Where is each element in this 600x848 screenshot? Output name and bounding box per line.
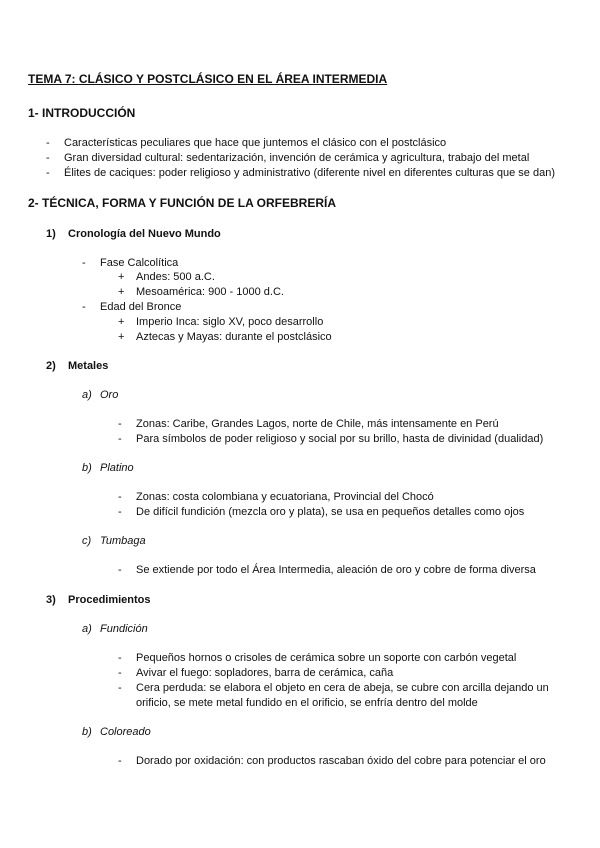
- metal-tumbaga-heading: c) Tumbaga: [82, 535, 146, 547]
- list-item: - Fase Calcolítica: [82, 257, 179, 269]
- list-item: - Avivar el fuego: sopladores, barra de cerámica, caña: [118, 667, 394, 679]
- list-item: + Aztecas y Mayas: durante el postclásico: [118, 331, 332, 343]
- list-item: - Edad del Bronce: [82, 301, 182, 313]
- list-item: + Mesoamérica: 900 - 1000 d.C.: [118, 286, 284, 298]
- list-item: - Características peculiares que hace que juntemos el clásico con el postclásico: [46, 137, 447, 149]
- list-item: - Se extiende por todo el Área Intermedia, aleación de oro y cobre de forma diversa: [118, 564, 536, 576]
- list-item: - Para símbolos de poder religioso y social por su brillo, hasta de divinidad (dualidad): [118, 433, 544, 445]
- procedimiento-coloreado-heading: b) Coloreado: [82, 726, 151, 738]
- list-item: - De difícil fundición (mezcla oro y plata), se usa en pequeños detalles como ojos: [118, 506, 525, 518]
- list-item: - Cera perduda: se elabora el objeto en cera de abeja, se cubre con arcilla dejando un: [118, 682, 549, 694]
- subsection-cronologia-heading: 1) Cronología del Nuevo Mundo: [46, 228, 221, 240]
- section-orfebreria-heading: 2- TÉCNICA, FORMA Y FUNCIÓN DE LA ORFEBRERÍA: [28, 196, 337, 210]
- list-item: - Pequeños hornos o crisoles de cerámica sobre un soporte con carbón vegetal: [118, 652, 517, 664]
- subsection-procedimientos-heading: 3) Procedimientos: [46, 594, 151, 606]
- metal-platino-heading: b) Platino: [82, 462, 134, 474]
- section-introduccion-heading: 1- INTRODUCCIÓN: [28, 106, 136, 120]
- list-item-continuation: orificio, se mete metal fundido en el orificio, se enfría dentro del molde: [136, 697, 478, 709]
- subsection-metales-heading: 2) Metales: [46, 360, 109, 372]
- document-title: TEMA 7: CLÁSICO Y POSTCLÁSICO EN EL ÁREA INTERMEDIA: [28, 72, 388, 86]
- list-item: - Zonas: Caribe, Grandes Lagos, norte de Chile, más intensamente en Perú: [118, 418, 499, 430]
- procedimiento-fundicion-heading: a) Fundición: [82, 623, 148, 635]
- list-item: - Gran diversidad cultural: sedentarización, invención de cerámica y agricultura, trabajo del metal: [46, 152, 530, 164]
- list-item: - Zonas: costa colombiana y ecuatoriana, Provincial del Chocó: [118, 491, 434, 503]
- list-item: + Andes: 500 a.C.: [118, 271, 215, 283]
- list-item: - Élites de caciques: poder religioso y administrativo (diferente nivel en diferentes culturas que se dan): [46, 167, 555, 179]
- list-item: - Dorado por oxidación: con productos rascaban óxido del cobre para potenciar el oro: [118, 755, 546, 767]
- list-item: + Imperio Inca: siglo XV, poco desarrollo: [118, 316, 324, 328]
- metal-oro-heading: a) Oro: [82, 389, 119, 401]
